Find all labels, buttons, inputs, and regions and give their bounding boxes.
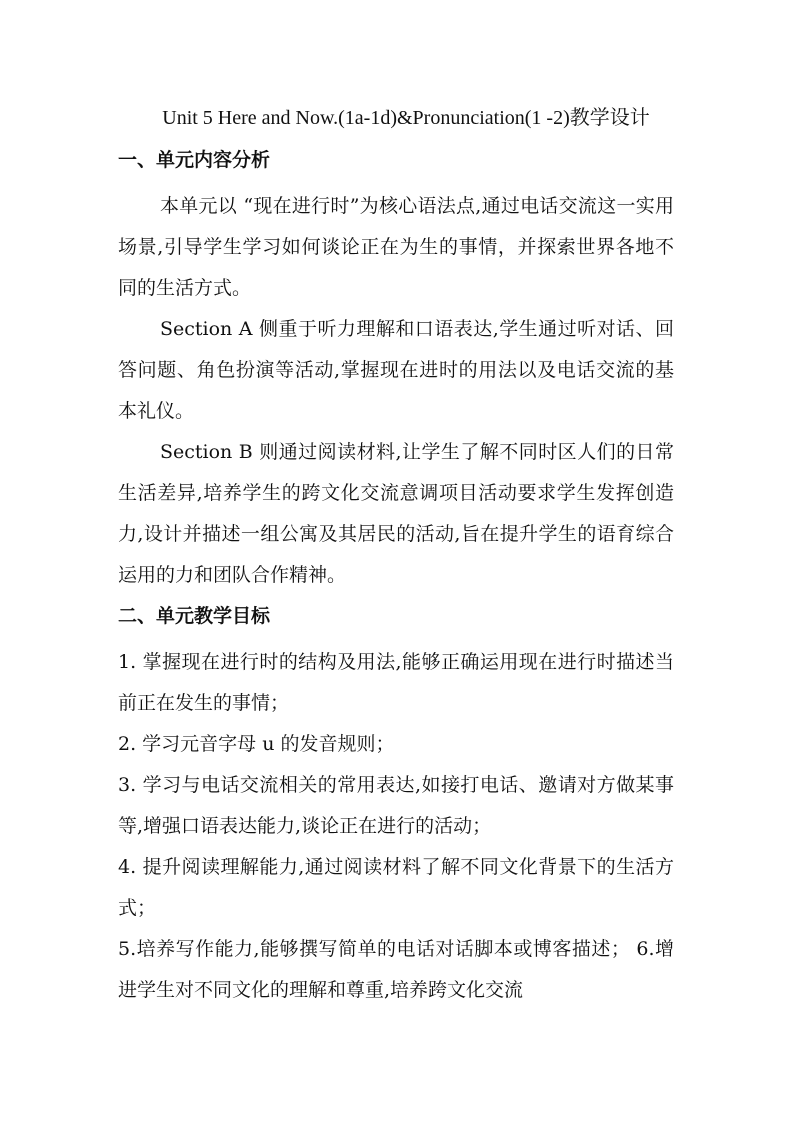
objective-item-5-6: 5.培养写作能力,能够撰写简单的电话对话脚本或博客描述； 6.增进学生对不同文化的理解和尊重,培养跨文化交流 [118, 938, 674, 1001]
paragraph-section-b: Section B 则通过阅读材料,让学生了解不同时区人们的日常生活差异,培养学生的跨文化交流意调项目活动要求学生发挥创造力,设计并描述一组公寓及其居民的活动,旨在提升学生的语育综合运用的力和团队合作精神。 [118, 441, 674, 586]
objective-item-4: 4. 提升阅读理解能力,通过阅读材料了解不同文化背景下的生活方式； [118, 856, 674, 919]
document-title: Unit 5 Here and Now.(1a-1d)&Pronunciation(1 -2)教学设计 [162, 107, 650, 129]
objective-item-2: 2. 学习元音字母 u 的发音规则； [118, 733, 395, 755]
paragraph-section-a: Section A 侧重于听力理解和口语表达,学生通过听对话、回答问题、角色扮演等活动,掌握现在进时的用法以及电话交流的基本礼仪。 [118, 318, 674, 422]
paragraph-unit-overview: 本单元以 “现在进行时”为核心语法点,通过电话交流这一实用场景,引导学生学习如何谈论正在为生的事情，并探索世界各地不同的生活方式。 [118, 195, 674, 299]
document-page [118, 104, 674, 1011]
section-heading-teaching-objectives: 二、单元教学目标 [118, 605, 271, 627]
section-heading-unit-content-analysis: 一、单元内容分析 [118, 149, 271, 171]
objective-item-1: 1. 掌握现在进行时的结构及用法,能够正确运用现在进行时描述当前正在发生的事情； [118, 651, 674, 714]
objective-item-3: 3. 学习与电话交流相关的常用表达,如接打电话、邀请对方做某事等,增强口语表达能力,谈论正在进行的活动； [118, 774, 674, 837]
